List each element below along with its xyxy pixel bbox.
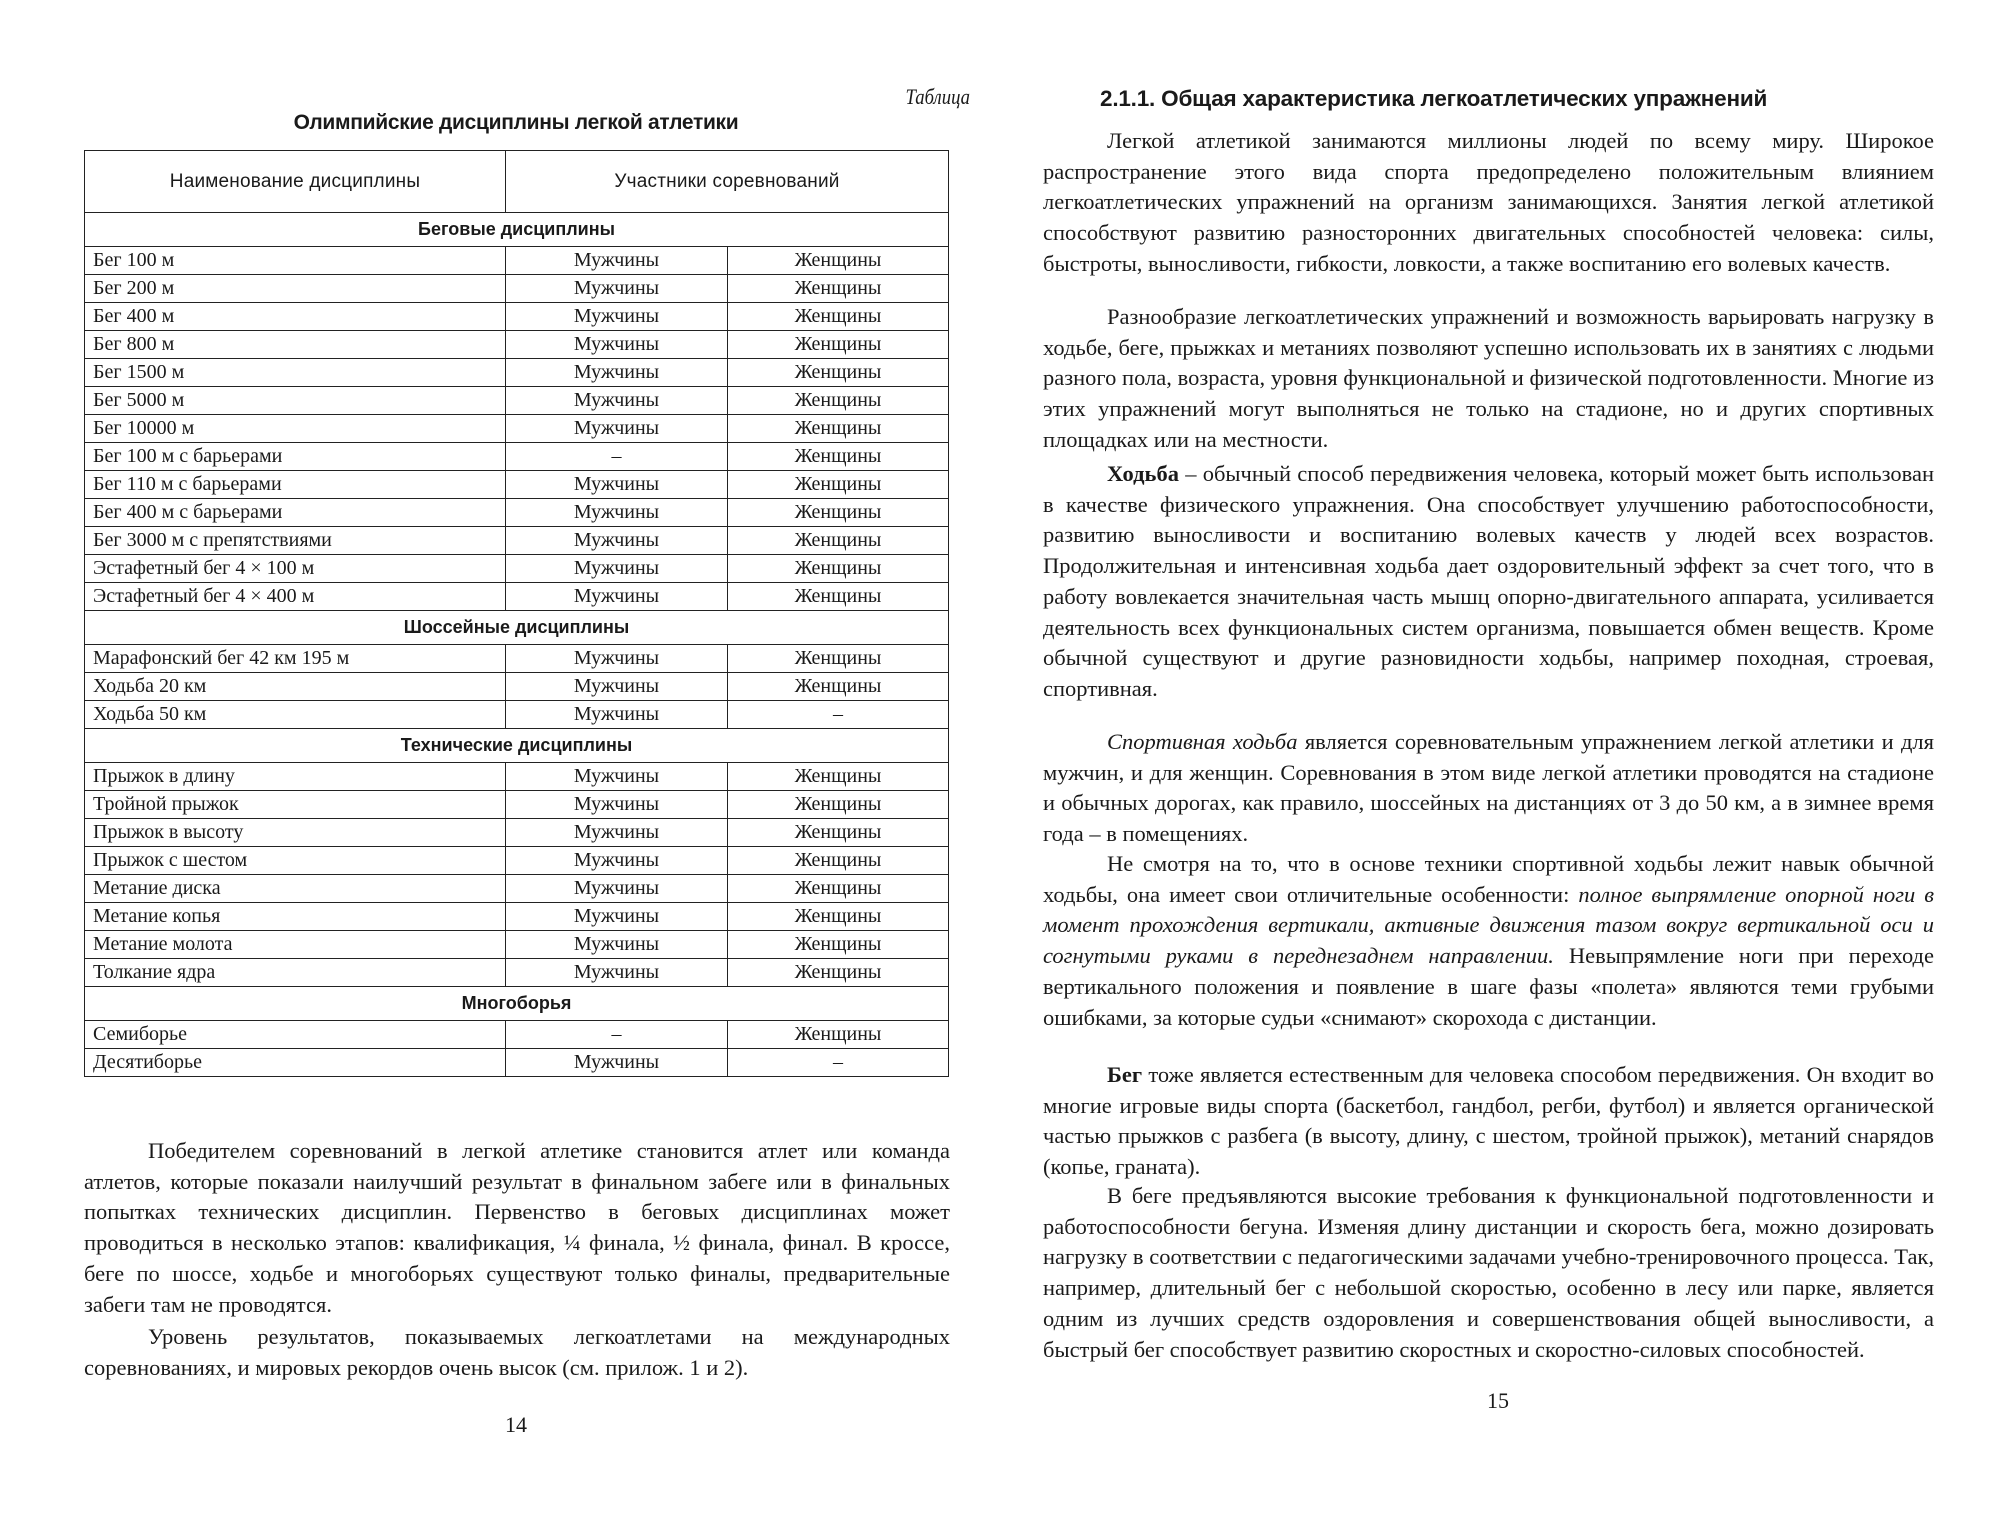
section-heading: 2.1.1. Общая характеристика легкоатлетических упражнений	[1100, 86, 1768, 111]
term-running: Бег	[1107, 1062, 1143, 1087]
women-cell: Женщины	[728, 903, 949, 931]
section-title: Технические дисциплины	[85, 729, 949, 763]
discipline-name: Бег 100 м с барьерами	[85, 443, 506, 471]
table-row	[85, 1021, 949, 1049]
discipline-name: Прыжок в высоту	[85, 819, 506, 847]
discipline-name: Толкание ядра	[85, 959, 506, 987]
men-cell: Мужчины	[506, 527, 728, 555]
men-cell: Мужчины	[506, 959, 728, 987]
section-title: Многоборья	[85, 987, 949, 1021]
table-label: Таблица	[905, 84, 970, 109]
women-cell: Женщины	[728, 499, 949, 527]
men-cell: Мужчины	[506, 791, 728, 819]
term-race-walking: Спортивная ходьба	[1107, 729, 1298, 754]
women-cell: Женщины	[728, 847, 949, 875]
women-cell: Женщины	[728, 415, 949, 443]
men-cell: Мужчины	[506, 303, 728, 331]
women-cell: Женщины	[728, 275, 949, 303]
women-cell: Женщины	[728, 247, 949, 275]
walking-text: – обычный способ передвижения человека, который может быть использован в качестве физического упражнения. Она способствует улучшению работоспособности, развитию выносливости и воспитанию волевых качеств у людей всех возрастов. Продолжительная и интенсивная ходьба дает оздоровительный эффект за счет того, что в работу вовлекается значительная часть мышц опорно-двигательного аппарата, усиливается деятельность всех функциональных систем организма, повышается обмен веществ. Кроме обычной существуют и другие разновидности ходьбы, например походная, строевая, спортивная.	[1043, 461, 1934, 701]
column-header-participants: Участники соревнований	[506, 151, 949, 213]
paragraph-results-level: Уровень результатов, показываемых легкоатлетами на международных соревнованиях, и мировых рекордов очень высок (см. прилож. 1 и 2).	[84, 1324, 950, 1380]
paragraph-winners: Победителем соревнований в легкой атлетике становится атлет или команда атлетов, которые показали наилучший результат в финальном забеге или в финальных попытках технических дисциплин. Первенство в беговых дисциплинах может проводиться в несколько этапов: квалификация, ¼ финала, ½ финала, финал. В кроссе, беге по шоссе, ходьбе и многоборьях существуют только финалы, предварительные забеги там не проводятся.	[84, 1138, 950, 1317]
table-row	[85, 931, 949, 959]
men-cell: Мужчины	[506, 1049, 728, 1077]
discipline-name: Бег 1500 м	[85, 359, 506, 387]
table-row	[85, 275, 949, 303]
table-row	[85, 331, 949, 359]
section-title: Шоссейные дисциплины	[85, 611, 949, 645]
discipline-name: Тройной прыжок	[85, 791, 506, 819]
women-cell: Женщины	[728, 527, 949, 555]
section-row	[85, 987, 949, 1021]
paragraph-intro: Легкой атлетикой занимаются миллионы людей по всему миру. Широкое распространение этого вида спорта предопределено положительным влиянием легкоатлетических упражнений на организм занимающихся. Занятия легкой атлетикой способствуют развитию разносторонних двигательных способностей человека: силы, быстроты, выносливости, гибкости, ловкости, а также воспитанию его волевых качеств.	[1043, 128, 1934, 276]
men-cell: –	[506, 443, 728, 471]
table-header-row	[85, 151, 949, 213]
discipline-name: Марафонский бег 42 км 195 м	[85, 645, 506, 673]
men-cell: Мужчины	[506, 763, 728, 791]
discipline-name: Бег 5000 м	[85, 387, 506, 415]
table-row	[85, 847, 949, 875]
discipline-name: Бег 200 м	[85, 275, 506, 303]
men-cell: Мужчины	[506, 247, 728, 275]
table-row	[85, 443, 949, 471]
women-cell: Женщины	[728, 443, 949, 471]
page-number: 15	[1487, 1388, 1509, 1413]
discipline-name: Метание диска	[85, 875, 506, 903]
paragraph-walking	[1043, 459, 1934, 705]
women-cell: Женщины	[728, 331, 949, 359]
technique-text-end: Невыпрямление ноги при переходе вертикального положения и появление в шаге фазы «полета» являются теми грубыми ошибками, за которые судьи «снимают» скорохода с дистанции.	[1043, 943, 1934, 1030]
discipline-name: Бег 3000 м с препятствиями	[85, 527, 506, 555]
table-body	[85, 213, 949, 1077]
technique-text-start: Не смотря на то, что в основе техники спортивной ходьбы лежит навык обычной ходьбы, она имеет свои отличительные особенности:	[1043, 851, 1934, 907]
paragraph-running	[1043, 1060, 1934, 1183]
women-cell: Женщины	[728, 583, 949, 611]
women-cell: Женщины	[728, 359, 949, 387]
men-cell: Мужчины	[506, 819, 728, 847]
men-cell: Мужчины	[506, 583, 728, 611]
women-cell: Женщины	[728, 303, 949, 331]
table-title: Олимпийские дисциплины легкой атлетики	[293, 111, 739, 134]
discipline-name: Эстафетный бег 4 × 100 м	[85, 555, 506, 583]
women-cell: Женщины	[728, 763, 949, 791]
table-row	[85, 763, 949, 791]
discipline-name: Бег 400 м	[85, 303, 506, 331]
table-row	[85, 555, 949, 583]
table-row	[85, 701, 949, 729]
discipline-name: Бег 800 м	[85, 331, 506, 359]
men-cell: Мужчины	[506, 331, 728, 359]
women-cell: Женщины	[728, 555, 949, 583]
men-cell: Мужчины	[506, 471, 728, 499]
table-row	[85, 247, 949, 275]
table-row	[85, 903, 949, 931]
term-walking: Ходьба	[1107, 461, 1179, 486]
race-walking-text: является соревновательным упражнением легкой атлетики и для мужчин, и для женщин. Соревнования в этом виде легкой атлетики проводятся на стадионе и обычных дорогах, как правило, шоссейных на дистанциях от 3 до 50 км, а в зимнее время года – в помещениях.	[1043, 729, 1934, 847]
table-row	[85, 819, 949, 847]
section-title: Беговые дисциплины	[85, 213, 949, 247]
men-cell: Мужчины	[506, 275, 728, 303]
table-row	[85, 791, 949, 819]
section-row	[85, 729, 949, 763]
women-cell: Женщины	[728, 387, 949, 415]
section-row	[85, 611, 949, 645]
men-cell: Мужчины	[506, 499, 728, 527]
men-cell: Мужчины	[506, 931, 728, 959]
men-cell: Мужчины	[506, 673, 728, 701]
table-row	[85, 471, 949, 499]
table-row	[85, 499, 949, 527]
section-row	[85, 213, 949, 247]
women-cell: Женщины	[728, 673, 949, 701]
table-row	[85, 875, 949, 903]
discipline-name: Десятиборье	[85, 1049, 506, 1077]
discipline-name: Бег 400 м с барьерами	[85, 499, 506, 527]
women-cell: Женщины	[728, 1021, 949, 1049]
paragraph-technique	[1043, 849, 1934, 1033]
discipline-name: Прыжок с шестом	[85, 847, 506, 875]
table-row	[85, 415, 949, 443]
men-cell: Мужчины	[506, 387, 728, 415]
paragraph-variety: Разнообразие легкоатлетических упражнений и возможность варьировать нагрузку в ходьбе, беге, прыжках и метаниях позволяют успешно использовать их в занятиях с людьми разного пола, возраста, уровня функциональной и физической подготовленности. Многие из этих упражнений могут выполняться не только на стадионе, но и других спортивных площадках или на местности.	[1043, 304, 1934, 452]
men-cell: –	[506, 1021, 728, 1049]
table-row	[85, 1049, 949, 1077]
men-cell: Мужчины	[506, 415, 728, 443]
women-cell: Женщины	[728, 791, 949, 819]
table-row	[85, 583, 949, 611]
women-cell: Женщины	[728, 471, 949, 499]
women-cell: –	[728, 1049, 949, 1077]
men-cell: Мужчины	[506, 555, 728, 583]
table-row	[85, 359, 949, 387]
running-text: тоже является естественным для человека способом передвижения. Он входит во многие игровые виды спорта (баскетбол, гандбол, регби, футбол) и является органической частью прыжков с разбега (в высоту, длину, с шестом, тройной прыжок), метаний снарядов (копье, граната).	[1043, 1062, 1934, 1180]
discipline-name: Эстафетный бег 4 × 400 м	[85, 583, 506, 611]
women-cell: Женщины	[728, 819, 949, 847]
technique-features: полное выпрямление опорной ноги в момент прохождения вертикали, активные движения тазом вокруг вертикальной оси и согнутыми руками в переднезаднем направлении.	[1043, 881, 1934, 969]
women-cell: Женщины	[728, 959, 949, 987]
table-row	[85, 673, 949, 701]
discipline-name: Метание молота	[85, 931, 506, 959]
men-cell: Мужчины	[506, 645, 728, 673]
paragraph-race-walking	[1043, 727, 1934, 850]
table-row	[85, 387, 949, 415]
table-row	[85, 303, 949, 331]
discipline-name: Семиборье	[85, 1021, 506, 1049]
women-cell: Женщины	[728, 645, 949, 673]
discipline-name: Бег 110 м с барьерами	[85, 471, 506, 499]
paragraph-running-requirements: В беге предъявляются высокие требования к функциональной подготовленности и работоспособности бегуна. Изменяя длину дистанции и скорость бега, можно дозировать нагрузку в соответствии с педагогическими задачами учебно-тренировочного процесса. Так, например, длительный бег с небольшой скоростью, особенно в лесу или парке, является одним из лучших средств оздоровления и совершенствования общей выносливости, а быстрый бег способствует развитию скоростных и скоростно-силовых способностей.	[1043, 1183, 1934, 1362]
discipline-name: Бег 10000 м	[85, 415, 506, 443]
men-cell: Мужчины	[506, 847, 728, 875]
discipline-name: Прыжок в длину	[85, 763, 506, 791]
men-cell: Мужчины	[506, 359, 728, 387]
discipline-name: Ходьба 50 км	[85, 701, 506, 729]
women-cell: Женщины	[728, 875, 949, 903]
right-page	[1000, 0, 2000, 1514]
table-row	[85, 959, 949, 987]
discipline-name: Ходьба 20 км	[85, 673, 506, 701]
men-cell: Мужчины	[506, 875, 728, 903]
men-cell: Мужчины	[506, 701, 728, 729]
table-row	[85, 527, 949, 555]
men-cell: Мужчины	[506, 903, 728, 931]
women-cell: –	[728, 701, 949, 729]
discipline-name: Метание копья	[85, 903, 506, 931]
table-row	[85, 645, 949, 673]
discipline-name: Бег 100 м	[85, 247, 506, 275]
women-cell: Женщины	[728, 931, 949, 959]
column-header-name: Наименование дисциплины	[85, 151, 506, 213]
olympic-disciplines-table	[84, 150, 949, 1077]
page-number: 14	[505, 1412, 527, 1437]
